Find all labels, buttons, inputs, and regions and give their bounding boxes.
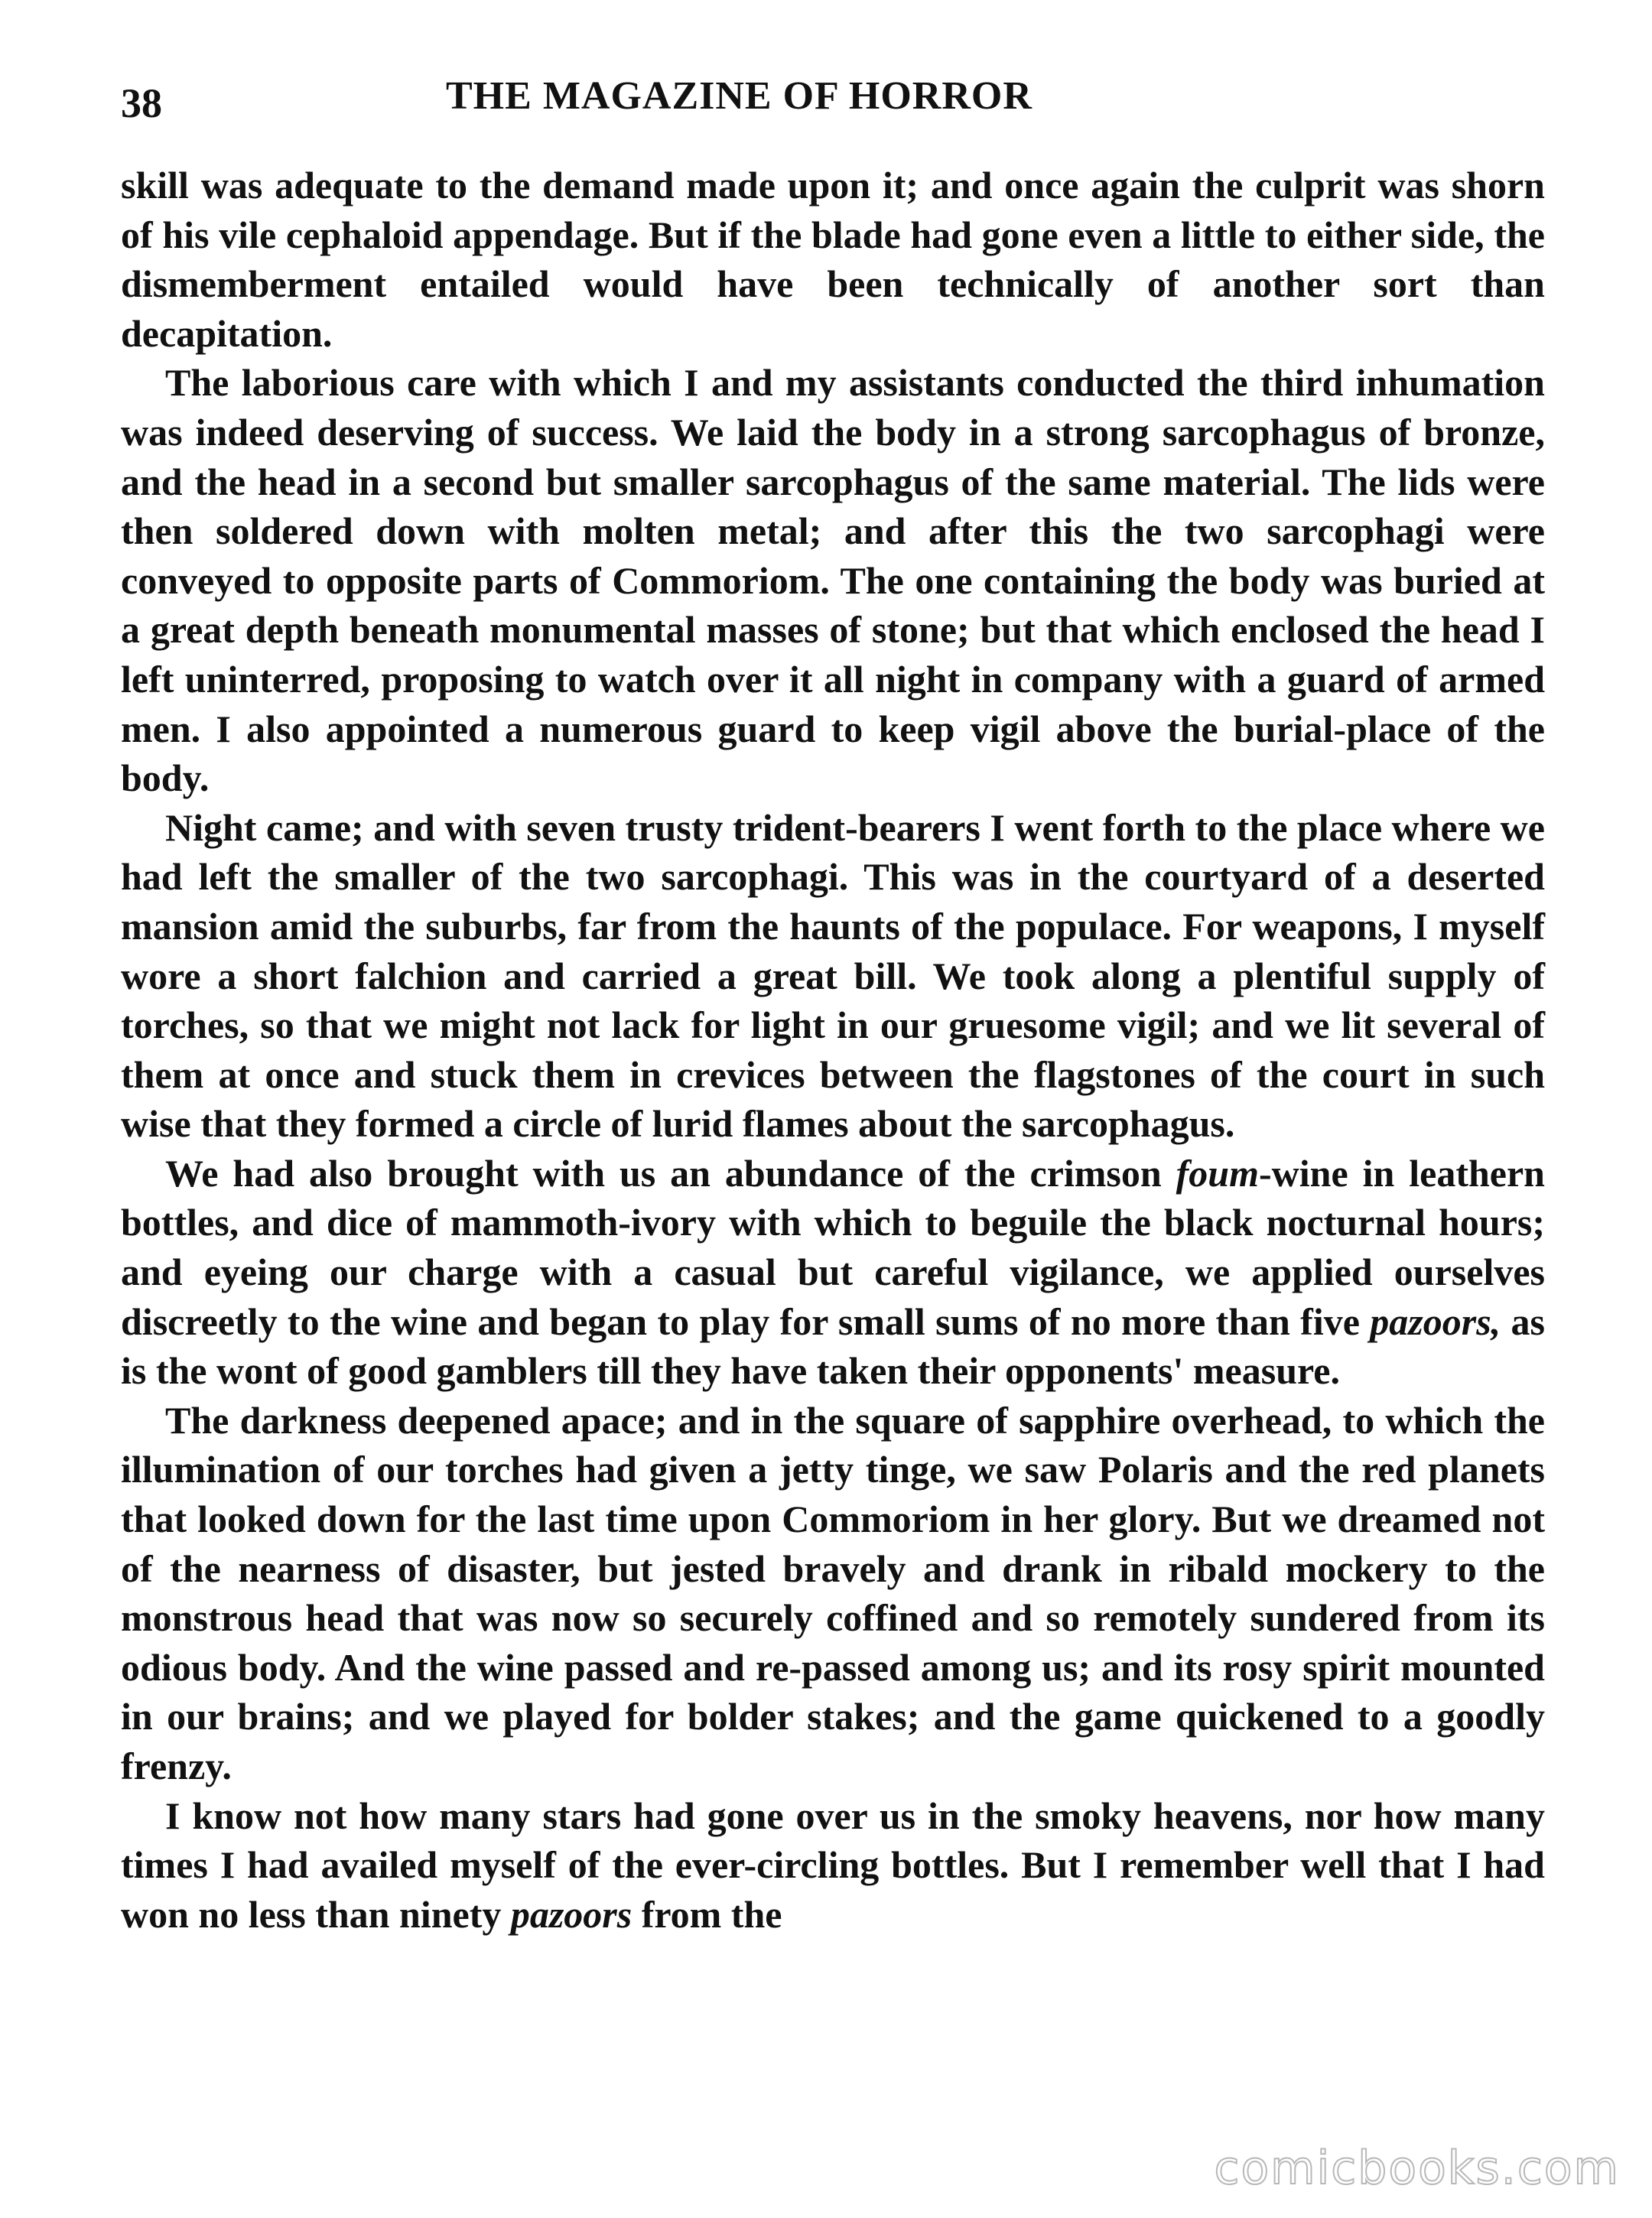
paragraph-text: -wine in leathern bottles, and dice of mammoth-ivory with which to beguile the black nocturnal hours; and eyeing our charge with a casual but careful vigilance, we applied ourselves discreetly to the wine and began to play for small sums of no more than five xyxy=(121,1151,1545,1343)
paragraph-text: as is the wont of good gamblers till they have taken their opponents' measure. xyxy=(121,1299,1545,1393)
running-header xyxy=(121,73,1545,135)
paragraph-text: We had also brought with us an abundance of the crimson xyxy=(165,1151,1176,1195)
running-title: THE MAGAZINE OF HORROR xyxy=(446,74,1032,118)
italic-term-foum: foum xyxy=(1176,1151,1259,1195)
paragraph-text: skill was adequate to the demand made upon it; and once again the culprit was shorn of his vile cephaloid appendage. But if the blade had gone even a little to either side, the dismemberment entailed would have been technically of another sort than decapitation. xyxy=(121,164,1545,355)
italic-term-pazoors: pazoors, xyxy=(1370,1299,1501,1343)
story-body xyxy=(121,161,1545,1939)
paragraph-text: from the xyxy=(632,1892,782,1936)
paragraph xyxy=(121,803,1545,1149)
paragraph xyxy=(121,161,1545,358)
page-number: 38 xyxy=(121,80,162,126)
watermark: comicbooks.com xyxy=(1214,2142,1620,2195)
paragraph-text: The laborious care with which I and my assistants conducted the third inhumation was indeed deserving of success. We laid the body in a strong sarcophagus of bronze, and the head in a second but smaller sarcophagus of the same material. The lids were then soldered down with molten metal; and after this the two sarcophagi were conveyed to opposite parts of Commoriom. The one containing the body was buried at a great depth beneath monumental masses of stone; but that which enclosed the head I left uninterred, proposing to watch over it all night in company with a guard of armed men. I also appointed a numerous guard to keep vigil above the burial-place of the body. xyxy=(121,361,1545,800)
italic-term-pazoors: pazoors xyxy=(510,1892,633,1936)
paragraph xyxy=(121,1396,1545,1791)
paragraph-text: I know not how many stars had gone over us in the smoky heavens, nor how many times I had availed myself of the ever-circling bottles. But I remember well that I had won no less than ninety xyxy=(121,1794,1545,1936)
paragraph-text: Night came; and with seven trusty trident-bearers I went forth to the place where we had left the smaller of the two sarcophagi. This was in the courtyard of a deserted mansion amid the suburbs, far from the haunts of the populace. For weapons, I myself wore a short falchion and carried a great bill. We took along a plentiful supply of torches, so that we might not lack for light in our gruesome vigil; and we lit several of them at once and stuck them in crevices between the flagstones of the court in such wise that they formed a circle of lurid flames about the sarcophagus. xyxy=(121,805,1545,1146)
paragraph xyxy=(121,1791,1545,1940)
paragraph xyxy=(121,1149,1545,1396)
paragraph-text: The darkness deepened apace; and in the square of sapphire overhead, to which the illumination of our torches had given a jetty tinge, we saw Polaris and the red planets that looked down for the last time upon Commoriom in her glory. But we dreamed not of the nearness of disaster, but jested bravely and drank in ribald mockery to the monstrous head that was now so securely coffined and so remotely sundered from its odious body. And the wine passed and re-passed among us; and its rosy spirit mounted in our brains; and we played for bolder stakes; and the game quickened to a goodly frenzy. xyxy=(121,1398,1545,1787)
paragraph xyxy=(121,358,1545,802)
